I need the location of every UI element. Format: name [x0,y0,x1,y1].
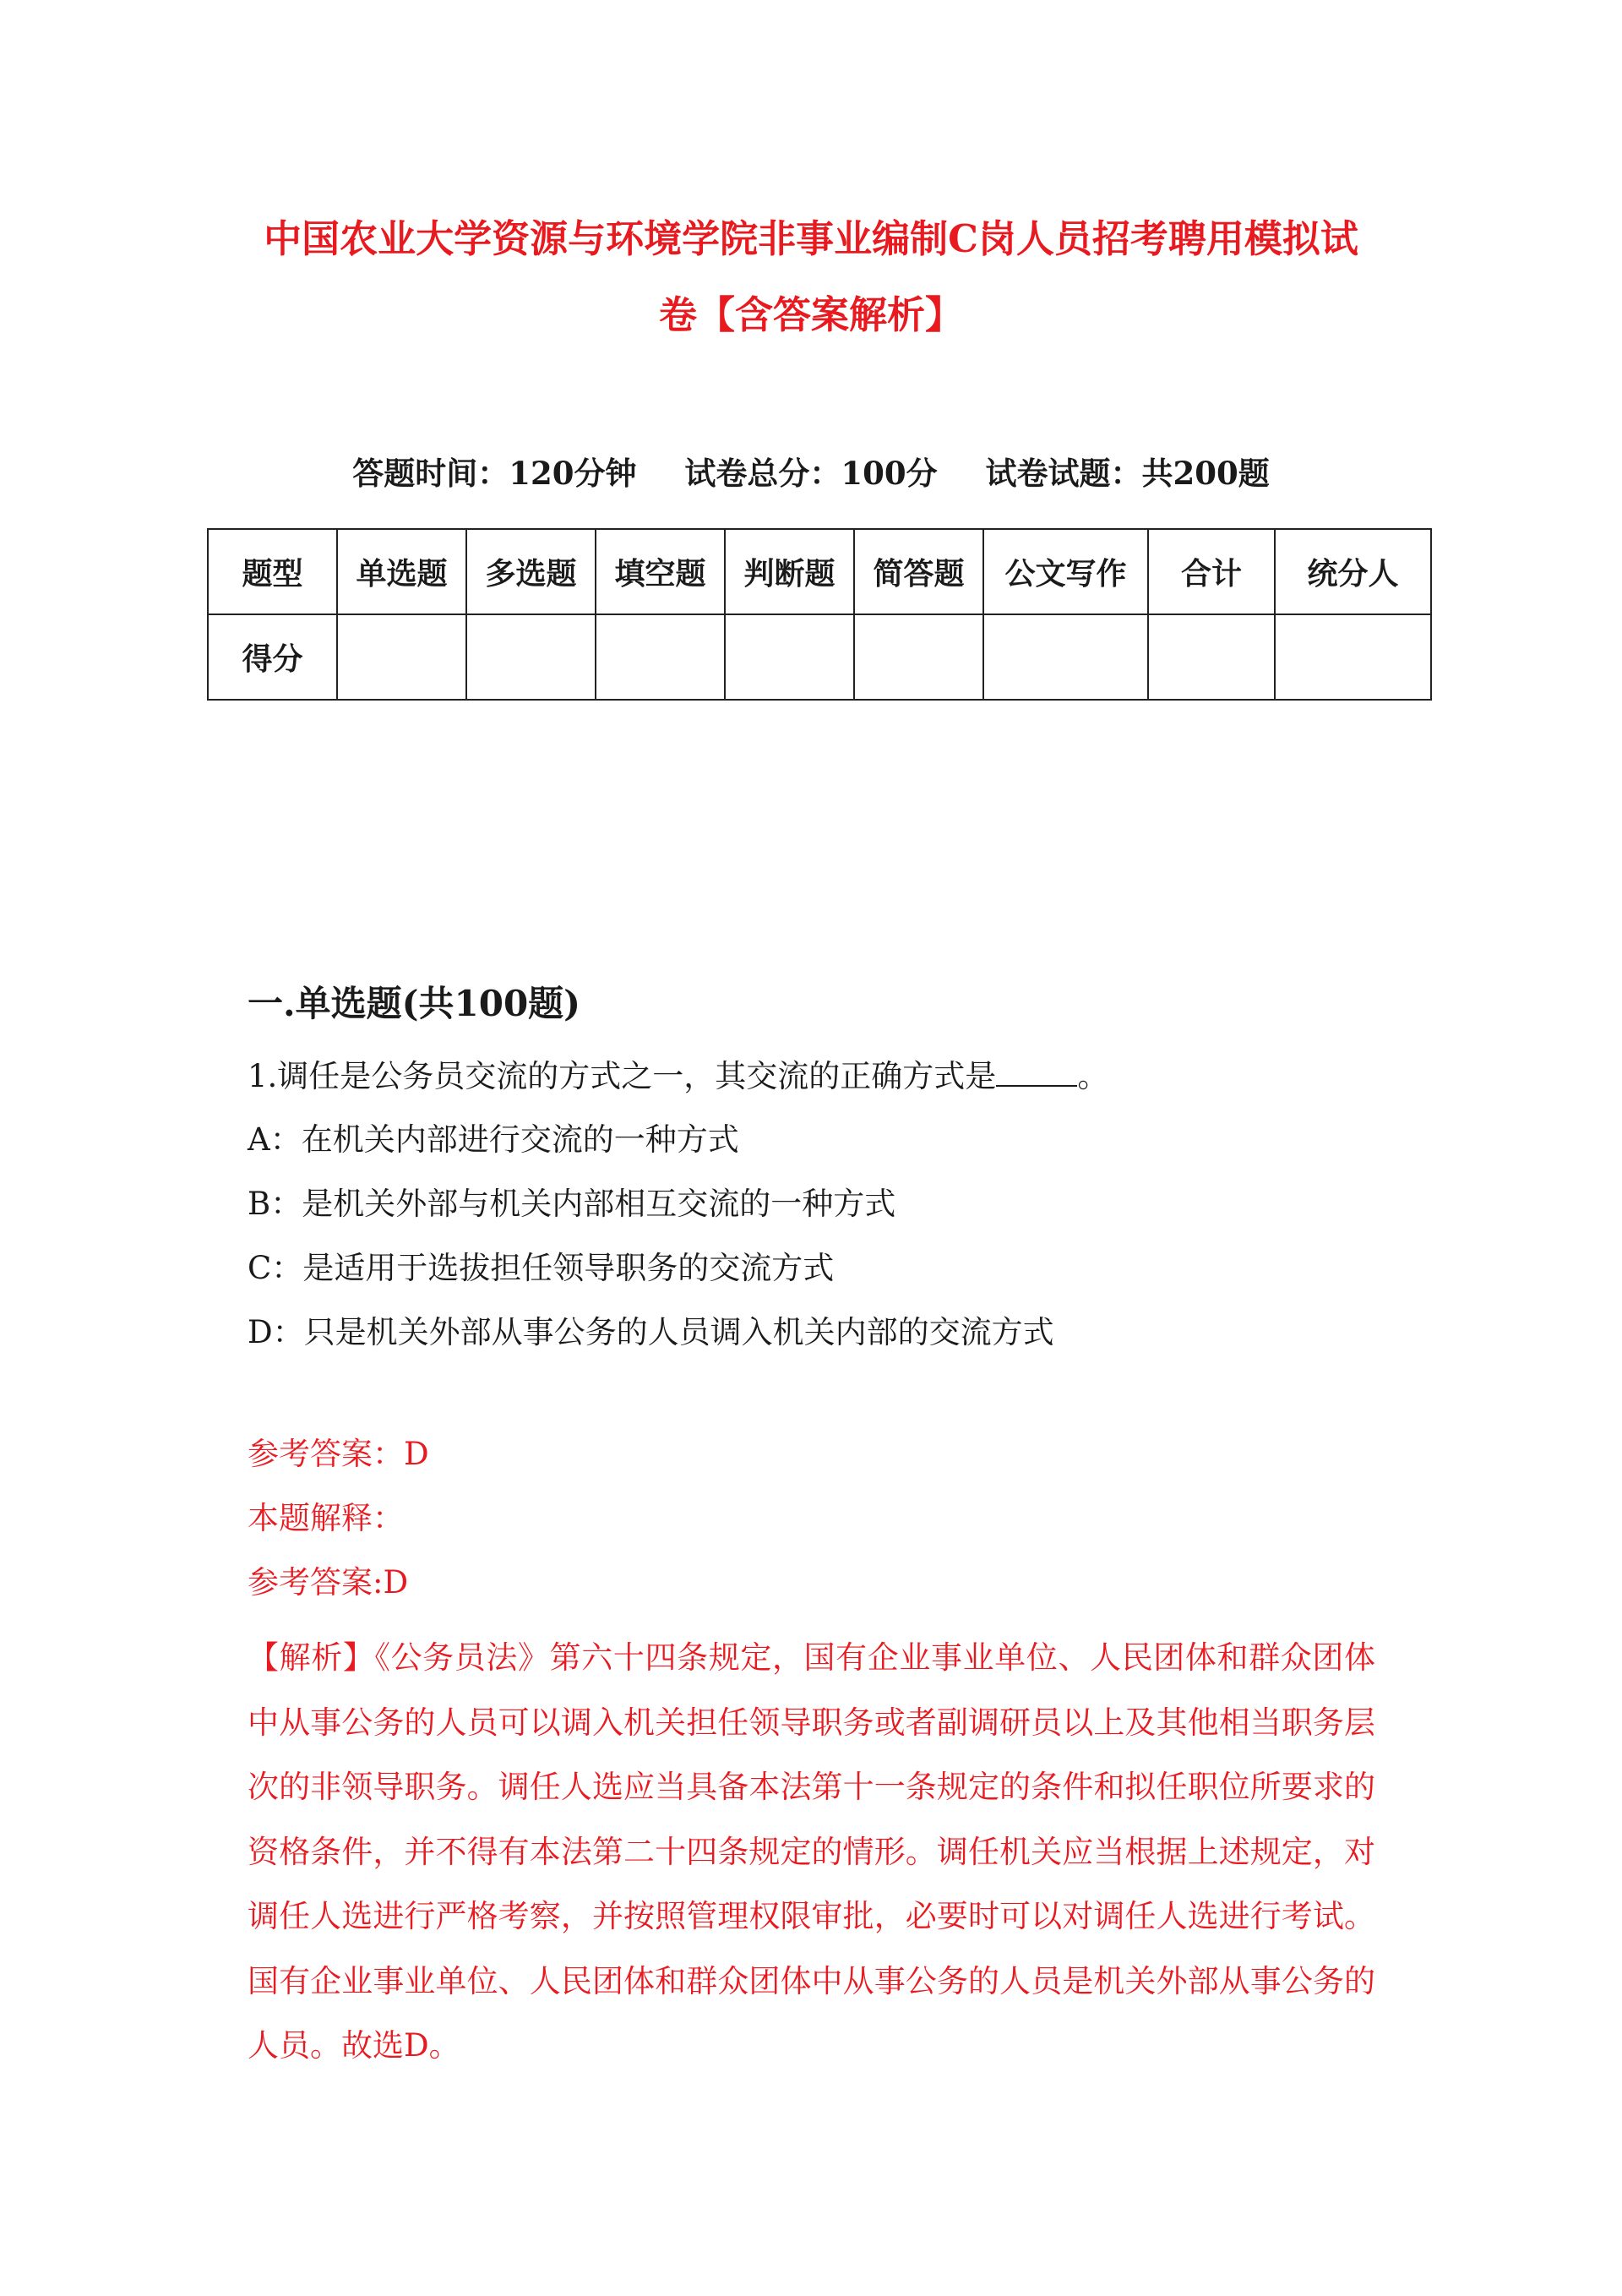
explanation-label: 本题解释： [248,1500,404,1536]
score-table-header: 判断题 [725,529,854,614]
score-table-header: 多选题 [466,529,596,614]
score-table [207,528,1432,701]
score-cell [983,614,1148,700]
score-row-label: 得分 [208,614,337,700]
exam-time: 答题时间：120分钟 [352,455,637,492]
score-table-header: 单选题 [337,529,466,614]
exam-meta [0,448,1622,494]
score-cell [854,614,983,700]
score-table-header-row [208,529,1431,614]
score-table-header: 题型 [208,529,337,614]
score-cell [337,614,466,700]
score-table-score-row [208,614,1431,700]
score-table-header: 统分人 [1275,529,1431,614]
question-stem-end: 。 [1077,1058,1109,1094]
score-table-header: 公文写作 [983,529,1148,614]
score-table-header: 简答题 [854,529,983,614]
section-title: 一.单选题(共100题) [248,983,581,1024]
score-cell [596,614,725,700]
score-cell [725,614,854,700]
question-stem [248,1055,1108,1098]
score-cell [1148,614,1275,700]
exam-total-score: 试卷总分：100分 [684,455,938,492]
reference-answer: 参考答案：D [248,1436,429,1472]
reference-answer-2: 参考答案:D [248,1564,409,1601]
score-cell [1275,614,1431,700]
answer-blank [996,1055,1077,1087]
analysis-text: 【解析】《公务员法》第六十四条规定，国有企业事业单位、人民团体和群众团体中从事公务的人员可以调入机关担任领导职务或者副调研员以上及其他相当职务层次的非领导职务。调任人选应当具备本法第十一条规定的条件和拟任职位所要求的资格条件，并不得有本法第二十四条规定的情形。调任机关应当根据上述规定，对调任人选进行严格考察，并按照管理权限审批，必要时可以对调任人选进行考试。国有企业事业单位、人民团体和群众团体中从事公务的人员是机关外部从事公务的人员。故选D。 [248,1639,1375,2064]
option-b: B：是机关外部与机关内部相互交流的一种方式 [248,1186,896,1222]
exam-question-count: 试卷试题：共200题 [985,455,1270,492]
score-cell [466,614,596,700]
score-table-header: 合计 [1148,529,1275,614]
option-d: D：只是机关外部从事公务的人员调入机关内部的交流方式 [248,1314,1054,1350]
option-a: A：在机关内部进行交流的一种方式 [248,1121,739,1158]
score-table-header: 填空题 [596,529,725,614]
question-stem-text: 1.调任是公务员交流的方式之一，其交流的正确方式是 [248,1058,997,1094]
document-title-line-1: 中国农业大学资源与环境学院非事业编制C岗人员招考聘用模拟试 [264,216,1358,261]
option-c: C：是适用于选拔担任领导职务的交流方式 [248,1250,835,1286]
document-title-line-2: 卷【含答案解析】 [658,292,963,337]
